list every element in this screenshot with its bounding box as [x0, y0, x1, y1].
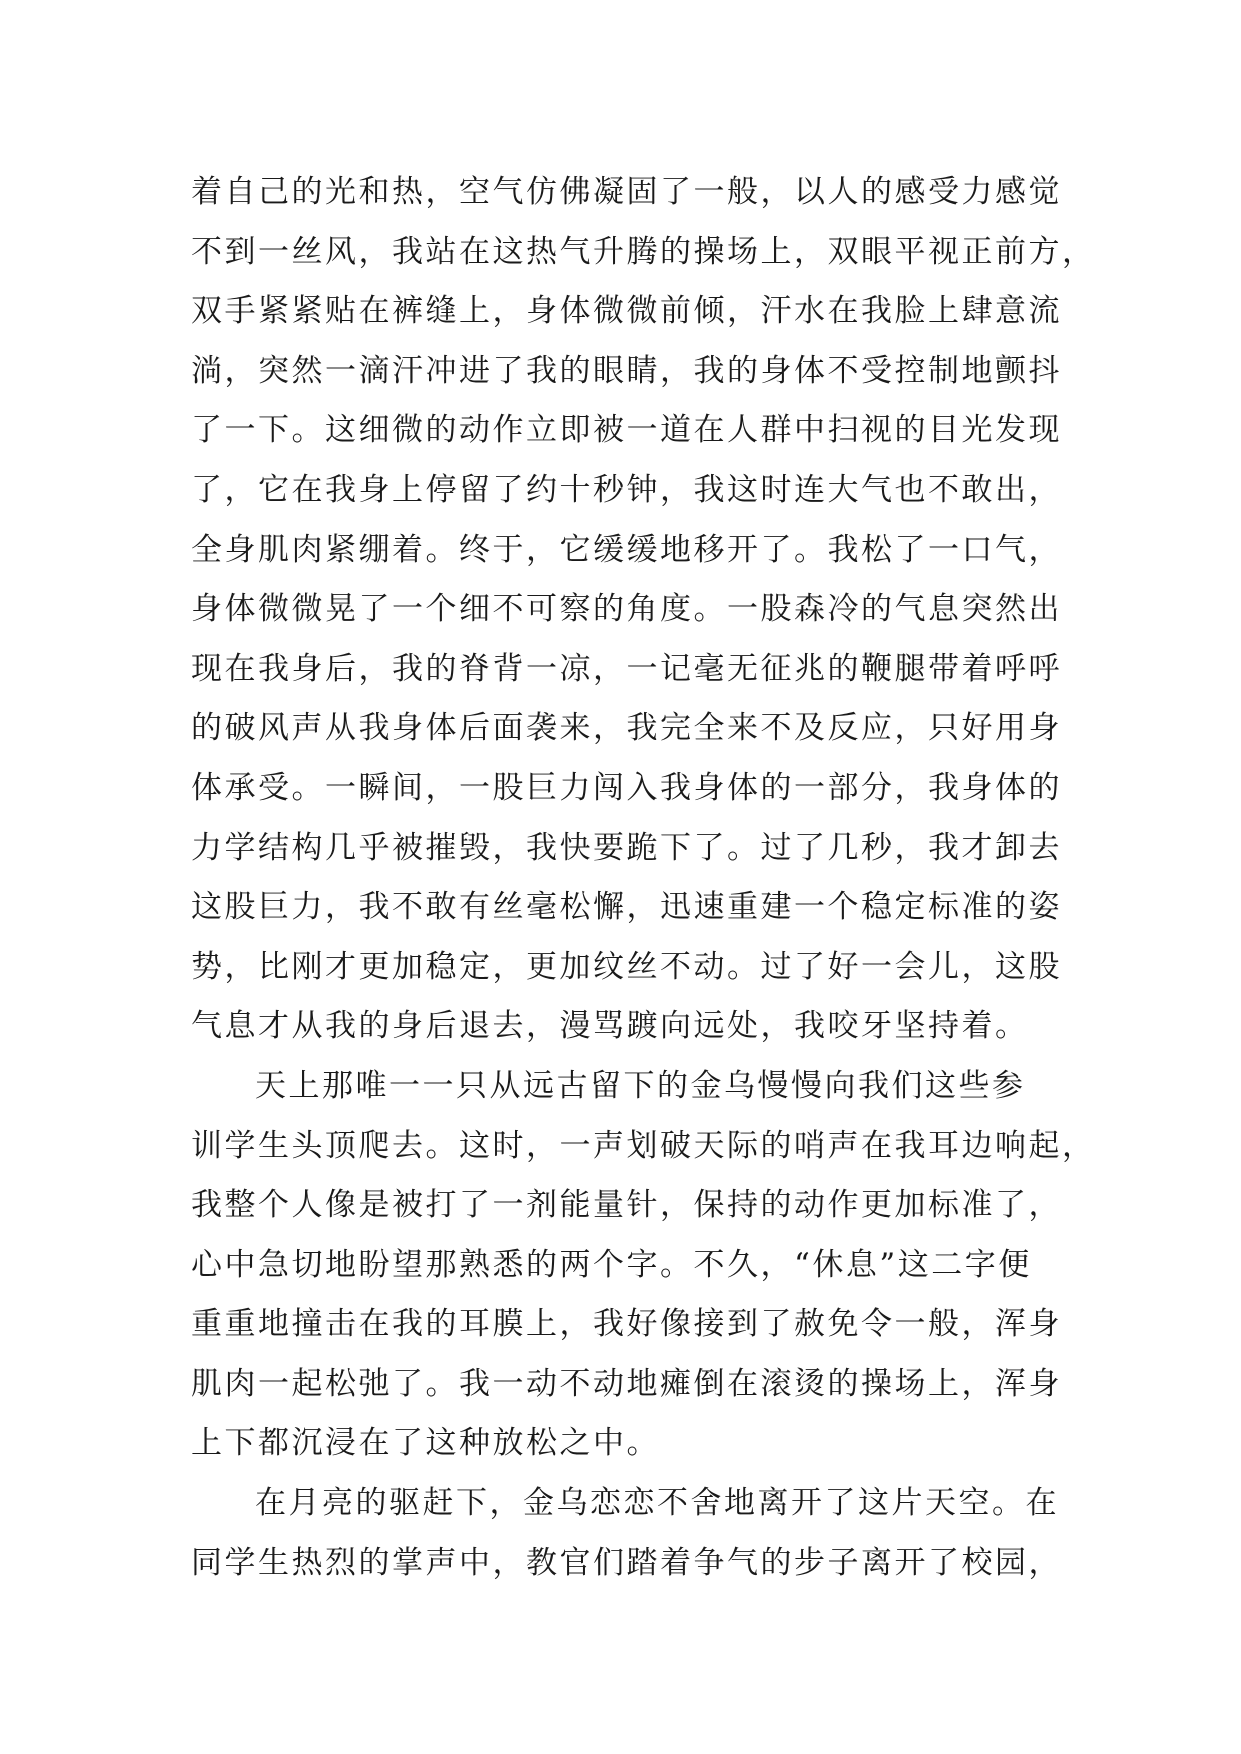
text-line: 训学生头顶爬去。这时，一声划破天际的哨声在我耳边响起， [191, 1127, 1096, 1164]
text-line: 的破风声从我身体后面袭来，我完全来不及反应，只好用身 [191, 710, 1062, 747]
paragraph-start-line: 在月亮的驱赶下，金乌恋恋不舍地离开了这片天空。在 [255, 1485, 1059, 1522]
paragraph-start-line: 天上那唯一一只从远古留下的金乌慢慢向我们这些参 [255, 1067, 1026, 1104]
text-line: 气息才从我的身后退去，漫骂踱向远处，我咬牙坚持着。 [191, 1008, 1029, 1045]
text-line: 同学生热烈的掌声中，教官们踏着争气的步子离开了校园， [191, 1544, 1062, 1581]
text-line: 力学结构几乎被摧毁，我快要跪下了。过了几秒，我才卸去 [191, 829, 1062, 866]
text-line: 不到一丝风，我站在这热气升腾的操场上，双眼平视正前方， [191, 233, 1096, 270]
text-line: 重重地撞击在我的耳膜上，我好像接到了赦免令一般，浑身 [191, 1306, 1062, 1343]
text-line: 着自己的光和热，空气仿佛凝固了一般，以人的感受力感觉 [191, 174, 1062, 210]
text-line: 肌肉一起松弛了。我一动不动地瘫倒在滚烫的操场上，浑身 [191, 1365, 1062, 1402]
body-text [191, 163, 1096, 1593]
text-line: 身体微微晃了一个细不可察的角度。一股森冷的气息突然出 [191, 591, 1062, 628]
text-line: 上下都沉浸在了这种放松之中。 [191, 1425, 660, 1462]
text-line: 体承受。一瞬间，一股巨力闯入我身体的一部分，我身体的 [191, 769, 1062, 806]
text-line: 全身肌肉紧绷着。终于，它缓缓地移开了。我松了一口气， [191, 531, 1062, 568]
text-line: 现在我身后，我的脊背一凉，一记毫无征兆的鞭腿带着呼呼 [191, 650, 1062, 687]
text-line: 了一下。这细微的动作立即被一道在人群中扫视的目光发现 [191, 412, 1062, 449]
text-line: 这股巨力，我不敢有丝毫松懈，迅速重建一个稳定标准的姿 [191, 889, 1062, 926]
text-line: 心中急切地盼望那熟悉的两个字。不久，“休息”这二字便 [191, 1246, 1032, 1283]
text-line: 势，比刚才更加稳定，更加纹丝不动。过了好一会儿，这股 [191, 948, 1062, 985]
text-line: 淌，突然一滴汗冲进了我的眼睛，我的身体不受控制地颤抖 [191, 352, 1062, 389]
text-line: 双手紧紧贴在裤缝上，身体微微前倾，汗水在我脸上肆意流 [191, 293, 1062, 330]
text-line: 我整个人像是被打了一剂能量针，保持的动作更加标准了， [191, 1187, 1062, 1224]
text-line: 了，它在我身上停留了约十秒钟，我这时连大气也不敢出， [191, 471, 1062, 508]
